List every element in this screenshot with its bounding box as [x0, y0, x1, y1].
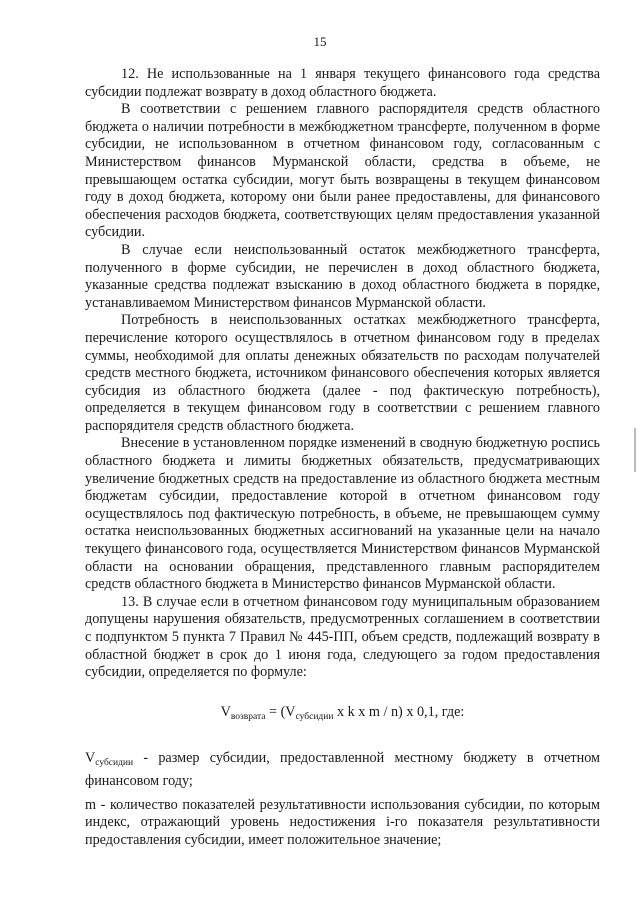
paragraph: 12. Не использованные на 1 января текущего финансового года средства субсидии подлежат возврату в доход областного бюджета.: [85, 66, 600, 100]
document-body: [85, 66, 600, 849]
paragraph: В соответствии с решением главного распорядителя средств областного бюджета о наличии потребности в межбюджетном трансферте, полученном в форме субсидии, не использованном в отчетном финансовом году, согласованным с Министерством финансов Мурманской области, средства в объеме, не превышающем остатка субсидии, могут быть возвращены в текущем финансовом году в доход бюджета, которому они были ранее предоставлены, для финансового обеспечения расходов бюджета, соответствующих целям предоставления указанной субсидии.: [85, 101, 600, 241]
definition-symbol: V: [85, 750, 96, 767]
definition: [85, 797, 600, 850]
scan-edge-mark: [634, 428, 636, 472]
formula: [85, 704, 600, 727]
definition-text: - размер субсидии, предоставленной местному бюджету в отчетном финансовом году;: [85, 750, 600, 789]
definition-symbol: m: [85, 796, 97, 813]
formula-lhs-subscript: возврата: [230, 711, 266, 722]
definition-subscript: субсидии: [95, 758, 134, 769]
page-number: 15: [313, 34, 327, 49]
paragraph: 13. В случае если в отчетном финансовом году муниципальным образованием допущены нарушения обязательств, предусмотренных соглашением в соответствии с подпунктом 5 пункта 7 Правил № 445-ПП, объем средств, подлежащий возврату в областной бюджет в срок до 1 июня года, следующего за годом предоставления субсидии, определяется по формуле:: [85, 593, 600, 681]
formula-lhs-symbol: V: [220, 703, 231, 720]
definition: [85, 750, 600, 790]
paragraph: Внесение в установленном порядке изменений в сводную бюджетную роспись областного бюджета и лимиты бюджетных обязательств, предусматривающих увеличение бюджетных средств на предоставление из областного бюджета местным бюджетам субсидии, предоставление которой в отчетном финансовом году осуществлялось под фактическую потребность, в объеме, не превышающем сумму остатка неиспользованных бюджетных ассигнований на указанные цели на начало текущего финансового года, осуществляется Министерством финансов Мурманской области на основании обращения, представленного главным распорядителем средств областного бюджета в Министерство финансов Мурманской области.: [85, 435, 600, 593]
formula-part: x k x m / n) x 0,1, где:: [333, 703, 465, 720]
paragraph: В случае если неиспользованный остаток межбюджетного трансферта, полученного в форме субсидии, не перечислен в доход областного бюджета, указанные средства подлежат взысканию в доход областного бюджета в порядке, устанавливаемом Министерством финансов Мурманской области.: [85, 241, 600, 311]
formula-part: = (V: [265, 703, 296, 720]
paragraph: Потребность в неиспользованных остатках межбюджетного трансферта, перечисление которого осуществлялось в отчетном финансовом году в пределах суммы, необходимой для оплаты денежных обязательств по расходам получателей средств местного бюджета, источником финансового обеспечения которых является субсидия из областного бюджета (далее - под фактическую потребность), определяется в текущем финансовом году в соответствии с решением главного распорядителя средств областного бюджета.: [85, 312, 600, 434]
formula-inner-subscript: субсидии: [295, 711, 334, 722]
definition-text: - количество показателей результативности использования субсидии, по которым индекс, отражающий уровень недостижения i-го показателя результативности предоставления субсидии, имеет положительное значение;: [85, 796, 600, 848]
